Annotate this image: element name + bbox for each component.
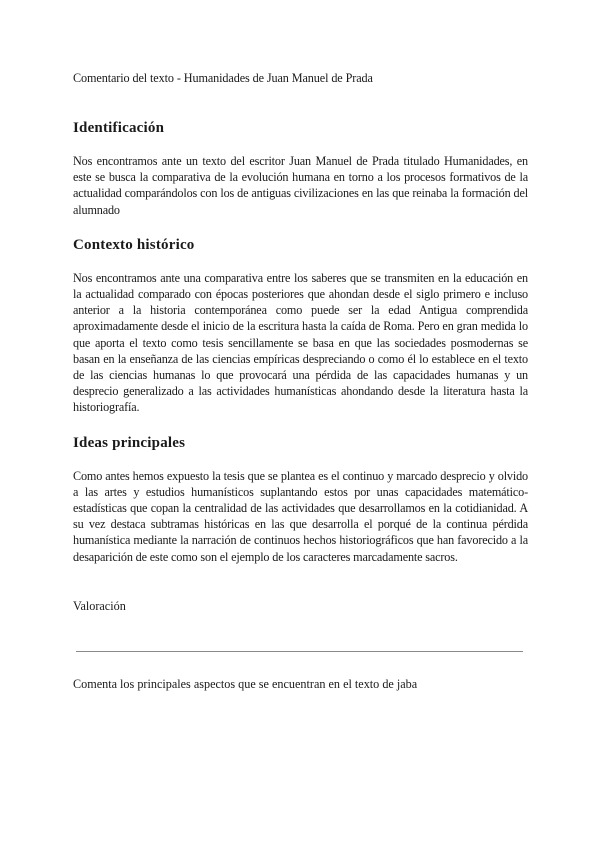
heading-identificacion: Identificación xyxy=(73,120,165,136)
footer-prompt: Comenta los principales aspectos que se encuentran en el texto de jaba xyxy=(73,676,418,691)
paragraph-identificacion: Nos encontramos ante un texto del escritor Juan Manuel de Prada titulado Humanidades, en este se busca la comparativa de la evolución humana en torno a los procesos formativos de la actualidad comparándolos con los de antiguas civilizaciones en las que reinaba la formación del alumnado xyxy=(73,154,528,217)
paragraph-contexto-historico: Nos encontramos ante una comparativa entre los saberes que se transmiten en la educación en la actualidad comparado con épocas posteriores que ahondan desde el siglo primero e incluso anterior a la historia contemporánea como puede ser la edad Antigua comprendida aproximadamente desde el inicio de la escritura hasta la caída de Roma. Pero en gran medida lo que aporta el texto como tesis sencillamente se basa en que las sociedades posmodernas se basan en la enseñanza de las ciencias empíricas despreciando o como él lo establece en el texto de las ciencias humanas lo que provocará una pérdida de las capacidades humanas y un desprecio generalizado a las actividades humanísticas ahondando desde la literatura hasta la historiografía. xyxy=(73,270,528,415)
valoracion-label: Valoración xyxy=(73,598,126,613)
heading-contexto-historico: Contexto histórico xyxy=(73,236,195,253)
section-divider xyxy=(76,651,523,652)
paragraph-ideas-principales: Como antes hemos expuesto la tesis que se plantea es el continuo y marcado desprecio y olvido a las artes y estudios humanísticos suplantando estos por unas capacidades matemático-estadísticas que copan la centralidad de las actividades que desarrollamos en la cotidianidad. A su vez destaca subtramas históricas en las que desarrolla el porqué de la continua pérdida humanística mediante la narración de continuos hechos historiográficos que han favorecido a la desaparición de este como son el ejemplo de los caracteres marcadamente sacros. xyxy=(73,468,528,564)
heading-ideas-principales: Ideas principales xyxy=(73,434,186,451)
document-title: Comentario del texto - Humanidades de Juan Manuel de Prada xyxy=(73,71,373,85)
